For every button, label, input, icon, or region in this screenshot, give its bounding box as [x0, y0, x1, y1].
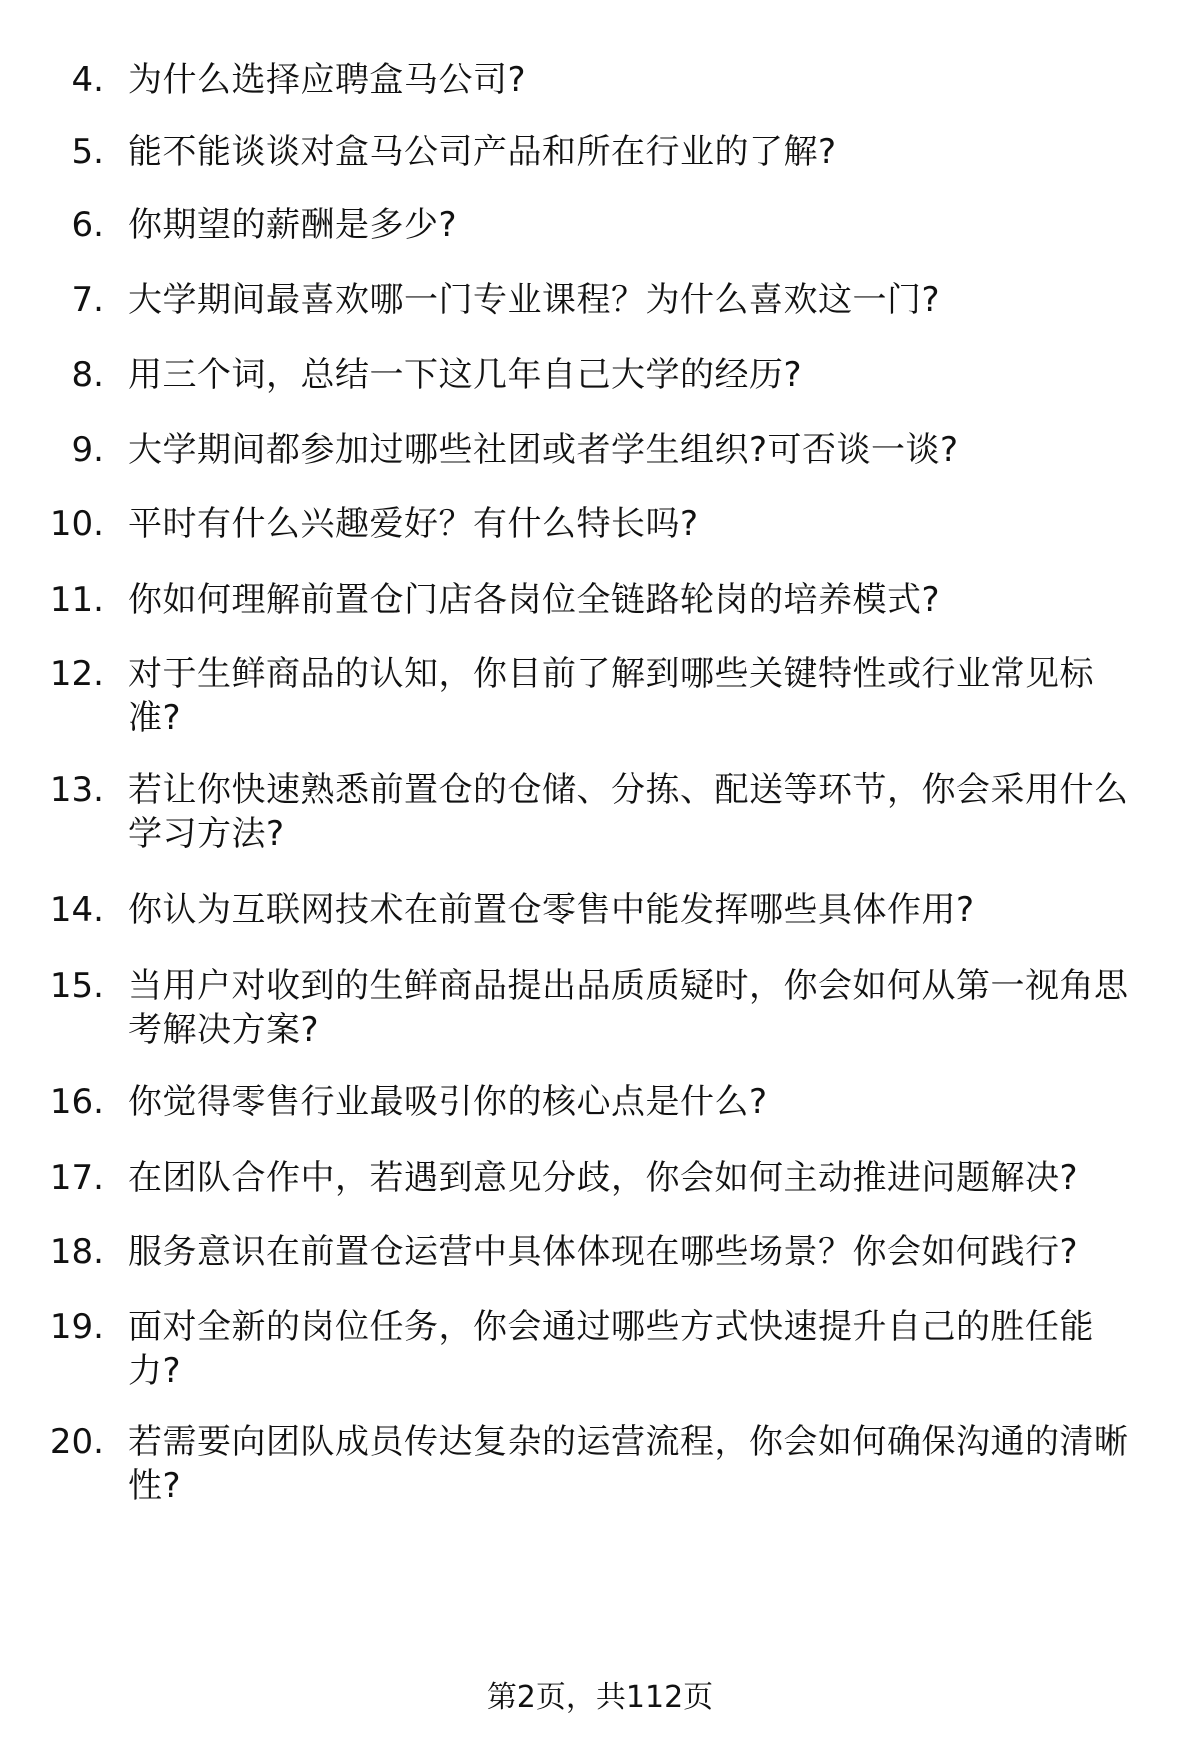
question-number: 14.: [49, 890, 104, 930]
question-text: 平时有什么兴趣爱好？有什么特长吗?: [128, 504, 699, 544]
question-number: 20.: [49, 1422, 104, 1462]
question-text: 大学期间都参加过哪些社团或者学生组织?可否谈一谈?: [128, 430, 959, 470]
page-footer: 第2页，共112页: [486, 1680, 714, 1715]
question-text: 为什么选择应聘盒马公司?: [128, 60, 527, 100]
question-text: 你觉得零售行业最吸引你的核心点是什么?: [128, 1082, 768, 1122]
question-number: 16.: [49, 1082, 104, 1122]
question-number: 7.: [71, 280, 104, 320]
question-number: 15.: [49, 966, 104, 1006]
question-text: 若需要向团队成员传达复杂的运营流程，你会如何确保沟通的清晰性?: [128, 1422, 1129, 1506]
question-text: 你认为互联网技术在前置仓零售中能发挥哪些具体作用?: [128, 890, 975, 930]
question-number: 6.: [71, 205, 104, 245]
question-number: 4.: [71, 60, 104, 100]
question-text: 你期望的薪酬是多少?: [128, 205, 458, 245]
question-text: 当用户对收到的生鲜商品提出品质质疑时，你会如何从第一视角思考解决方案?: [128, 966, 1129, 1050]
question-number: 8.: [71, 355, 104, 395]
question-text: 在团队合作中，若遇到意见分歧，你会如何主动推进问题解决?: [128, 1158, 1079, 1198]
question-number: 13.: [49, 770, 104, 810]
question-number: 5.: [71, 132, 104, 172]
question-text: 大学期间最喜欢哪一门专业课程？为什么喜欢这一门?: [128, 280, 941, 320]
question-number: 18.: [49, 1232, 104, 1272]
question-number: 19.: [49, 1307, 104, 1347]
question-text: 若让你快速熟悉前置仓的仓储、分拣、配送等环节，你会采用什么学习方法?: [128, 770, 1129, 854]
question-text: 服务意识在前置仓运营中具体体现在哪些场景？你会如何践行?: [128, 1232, 1079, 1272]
question-number: 9.: [71, 430, 104, 470]
question-text: 对于生鲜商品的认知，你目前了解到哪些关键特性或行业常见标准?: [128, 654, 1094, 738]
question-number: 12.: [49, 654, 104, 694]
question-text: 你如何理解前置仓门店各岗位全链路轮岗的培养模式?: [128, 580, 941, 620]
question-number: 11.: [49, 580, 104, 620]
question-text: 能不能谈谈对盒马公司产品和所在行业的了解?: [128, 132, 837, 172]
question-text: 用三个词，总结一下这几年自己大学的经历?: [128, 355, 803, 395]
question-number: 17.: [49, 1158, 104, 1198]
question-text: 面对全新的岗位任务，你会通过哪些方式快速提升自己的胜任能力?: [128, 1307, 1094, 1391]
question-number: 10.: [49, 504, 104, 544]
